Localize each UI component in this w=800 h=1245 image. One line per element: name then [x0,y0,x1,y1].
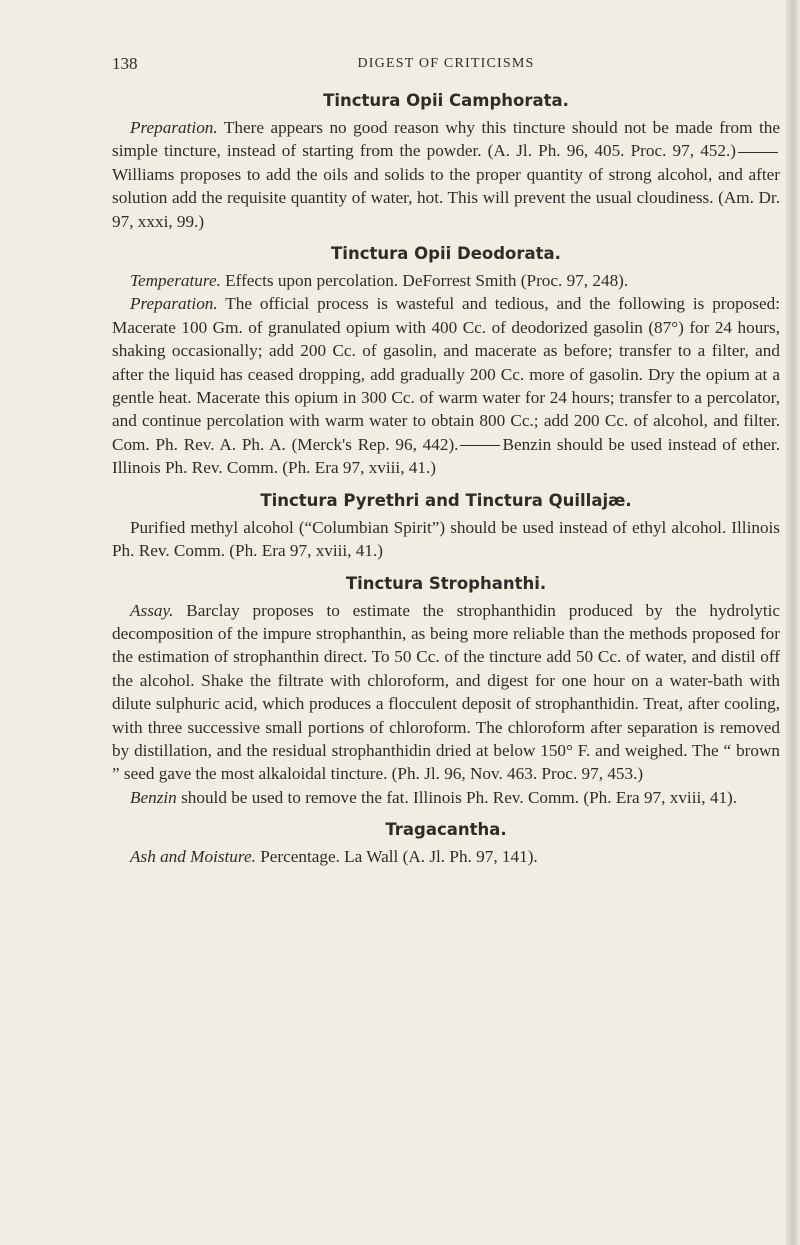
section-heading: Tinctura Pyrethri and Tinctura Quillajæ. [260,490,632,510]
paragraph [112,786,780,809]
paragraph [112,116,780,233]
section-tragacantha [112,819,780,868]
paragraph [112,599,780,786]
paragraph-text: should be used to remove the fat. Illinois Ph. Rev. Comm. (Ph. Era 97, xviii, 41). [176,787,738,807]
section-tinctura-pyrethri-quillajae [112,490,780,563]
paragraph-text: Percentage. La Wall (A. Jl. Ph. 97, 141). [255,847,538,867]
section-tinctura-opii-camphorata [112,90,780,233]
paragraph [112,845,780,868]
paragraph-lead: Assay. [130,600,174,620]
paragraph [112,269,780,292]
running-title: DIGEST OF CRITICISMS [357,56,535,71]
paragraph-lead: Preparation. [130,118,218,137]
paragraph-lead: Temperature. [130,271,221,291]
paragraph [112,292,780,479]
section-tinctura-opii-deodorata [112,243,780,480]
section-heading: Tinctura Opii Camphorata. [323,91,569,110]
section-heading: Tinctura Opii Deodorata. [331,244,561,264]
running-head [112,52,780,76]
paragraph [112,516,780,563]
paragraph-text: The official process is wasteful and tedious, and the following is proposed: Macerate 100 Gm. of granulated opium with 400 Cc. of deodorized gasolin (87°) for 24 hours, shaking occasionally; add 200 Cc. of gasolin, and macerate as before; transfer to a filter, and after the liquid has ceased dropping, add gradually 200 Cc. more of gasolin. Dry the opium at a gentle heat. Macerate this opium in 300 Cc. of warm water for 24 hours; transfer to a percolator, and continue percolation with warm water to obtain 800 Cc.; add 200 Cc. of alcohol, and filter. Com. Ph. Rev. A. Ph. A. (Merck's Rep. 96, 442). [112,294,780,454]
paragraph-text: Effects upon percolation. DeForrest Smith (Proc. 97, 248). [220,271,629,291]
paragraph-text: Barclay proposes to estimate the strophanthidin produced by the hydrolytic decomposition of the impure strophanthin, as being more reliable than the methods proposed for the estimation of strophanthin direct. To 50 Cc. of the tincture add 50 Cc. of water, and distil off the alcohol. Shake the filtrate with chloroform, and digest for one hour on a water-bath with dilute sulphuric acid, which produces a flocculent deposit of strophanthidin. Treat, after cooling, with three successive small portions of chloroform. The chloroform after separation is removed by distillation, and the residual strophanthidin dried at below 150° F. and weighed. The “ brown ” seed gave the most alkaloidal tincture. (Ph. Jl. 96, Nov. 463. Proc. 97, 453.) [112,600,780,784]
paragraph-lead: Preparation. [130,294,218,314]
paragraph-text: Purified methyl alcohol (“Columbian Spirit”) should be used instead of ethyl alcohol. Illinois Ph. Rev. Comm. (Ph. Era 97, xviii, 41.) [112,517,780,561]
paragraph-text-after-dash: Benzin should be used instead of ether. Illinois Ph. Rev. Comm. (Ph. Era 97, xviii, 41.) [112,434,780,478]
page-edge-shadow [786,0,800,1245]
paragraph-text-after-dash: Williams proposes to add the oils and solids to the proper quantity of strong alcohol, and after solution add the requisite quantity of water, hot. This will prevent the usual cloudiness. (Am. Dr. 97, xxxi, 99.) [112,164,780,231]
section-heading: Tinctura Strophanthi. [345,573,547,593]
section-heading: Tragacantha. [385,820,507,840]
book-page [112,52,780,869]
paragraph-lead: Ash and Moisture. [130,847,256,867]
section-tinctura-strophanthi [112,573,780,810]
em-dash-rule [460,445,500,446]
paragraph-text: There appears no good reason why this tincture should not be made from the simple tincture, instead of starting from the powder. (A. Jl. Ph. 96, 405. Proc. 97, 452.) [112,118,780,161]
paragraph-lead: Benzin [130,787,177,807]
em-dash-rule [738,152,778,153]
page-number: 138 [112,54,138,73]
